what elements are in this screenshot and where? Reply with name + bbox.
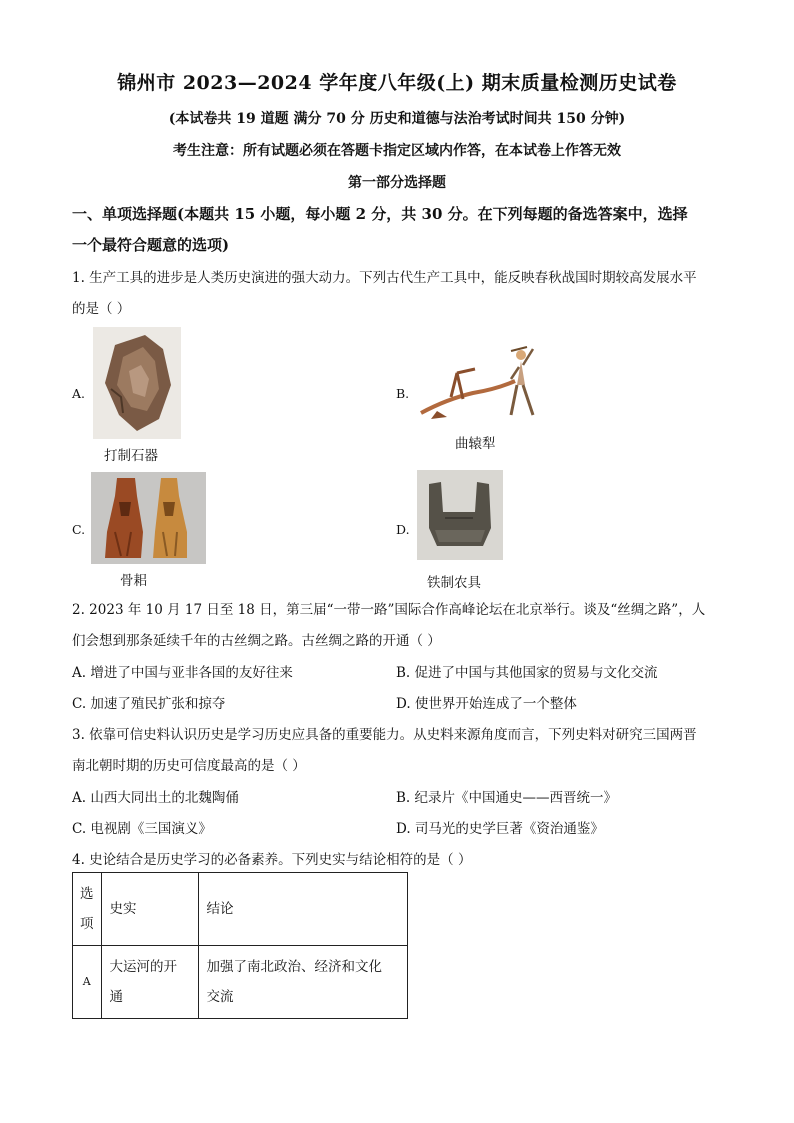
q1-option-d-caption: 铁制农具 bbox=[427, 575, 481, 591]
q1-option-b-letter: B. bbox=[396, 386, 410, 401]
stone-tool-image bbox=[93, 327, 181, 439]
q2-option-b: B. 促进了中国与其他国家的贸易与文化交流 bbox=[396, 665, 658, 681]
q2-option-d: D. 使世界开始连成了一个整体 bbox=[396, 696, 577, 712]
q1-stem-line2: 的是（ ） bbox=[72, 301, 131, 317]
q3-stem-line1: 3. 依靠可信史料认识历史是学习历史应具备的重要能力。从史料来源角度而言，下列史料对研究三国两晋 bbox=[72, 727, 697, 743]
row-conclusion-line1: 加强了南北政治、经济和文化 bbox=[206, 959, 382, 975]
q3-option-d: D. 司马光的史学巨著《资治通鉴》 bbox=[396, 821, 604, 837]
q2-stem-line2: 们会想到那条延续千年的古丝绸之路。古丝绸之路的开通（ ） bbox=[72, 633, 441, 649]
row-conclusion-line2: 交流 bbox=[206, 989, 234, 1005]
row-fact-line1: 大运河的开 bbox=[109, 959, 177, 975]
row-conclusion-cell bbox=[198, 946, 407, 1019]
q1-option-b-caption: 曲辕犁 bbox=[455, 436, 496, 452]
q2-option-a: A. 增进了中国与亚非各国的友好往来 bbox=[72, 665, 293, 681]
exam-notice: 考生注意：所有试题必须在答题卡指定区域内作答，在本试卷上作答无效 bbox=[173, 143, 621, 159]
header-conclusion-cell: 结论 bbox=[198, 873, 407, 946]
header-option-cell bbox=[73, 873, 102, 946]
q4-stem: 4. 史论结合是历史学习的必备素养。下列史实与结论相符的是（ ） bbox=[72, 852, 472, 868]
q3-option-b: B. 纪录片《中国通史——西晋统一》 bbox=[396, 790, 618, 806]
bone-spade-image bbox=[91, 472, 206, 564]
part-title: 第一部分选择题 bbox=[348, 175, 446, 191]
row-fact-cell bbox=[101, 946, 198, 1019]
exam-info: (本试卷共 19 道题 满分 70 分 历史和道德与法治考试时间共 150 分钟) bbox=[168, 111, 626, 127]
q1-stem-line1: 1. 生产工具的进步是人类历史演进的强大动力。下列古代生产工具中，能反映春秋战国时期较高发展水平 bbox=[72, 270, 697, 286]
q3-option-a: A. 山西大同出土的北魏陶俑 bbox=[72, 790, 239, 806]
section-heading-line2: 一个最符合题意的选项) bbox=[72, 236, 230, 254]
curved-plough-image bbox=[417, 343, 545, 423]
section-heading-line1: 一、单项选择题(本题共 15 小题，每小题 2 分，共 30 分。在下列每题的备选答案中，选择 bbox=[72, 205, 688, 223]
q3-stem-line2: 南北朝时期的历史可信度最高的是（ ） bbox=[72, 758, 306, 774]
q2-stem-line1: 2. 2023 年 10 月 17 日至 18 日，第三届“一带一路”国际合作高峰论坛在北京举行。谈及“丝绸之路”，人 bbox=[72, 602, 706, 618]
q1-option-c-letter: C. bbox=[72, 522, 86, 537]
table-row bbox=[73, 946, 408, 1019]
header-option-char2: 项 bbox=[80, 916, 94, 932]
q2-option-c: C. 加速了殖民扩张和掠夺 bbox=[72, 696, 226, 712]
q1-option-c-caption: 骨耜 bbox=[120, 573, 147, 589]
row-fact-line2: 通 bbox=[109, 989, 123, 1005]
exam-title: 锦州市 2023—2024 学年度八年级(上) 期末质量检测历史试卷 bbox=[117, 72, 677, 94]
q1-option-a-letter: A. bbox=[72, 386, 86, 401]
iron-tool-image bbox=[417, 470, 503, 560]
q3-option-c: C. 电视剧《三国演义》 bbox=[72, 821, 212, 837]
header-option-char1: 选 bbox=[80, 886, 94, 902]
q1-option-a-caption: 打制石器 bbox=[104, 448, 158, 464]
table-header-row bbox=[73, 873, 408, 946]
q4-table bbox=[72, 872, 408, 1019]
q1-option-d-letter: D. bbox=[396, 522, 410, 537]
header-fact-cell: 史实 bbox=[101, 873, 198, 946]
row-option-cell: A bbox=[73, 946, 102, 1019]
